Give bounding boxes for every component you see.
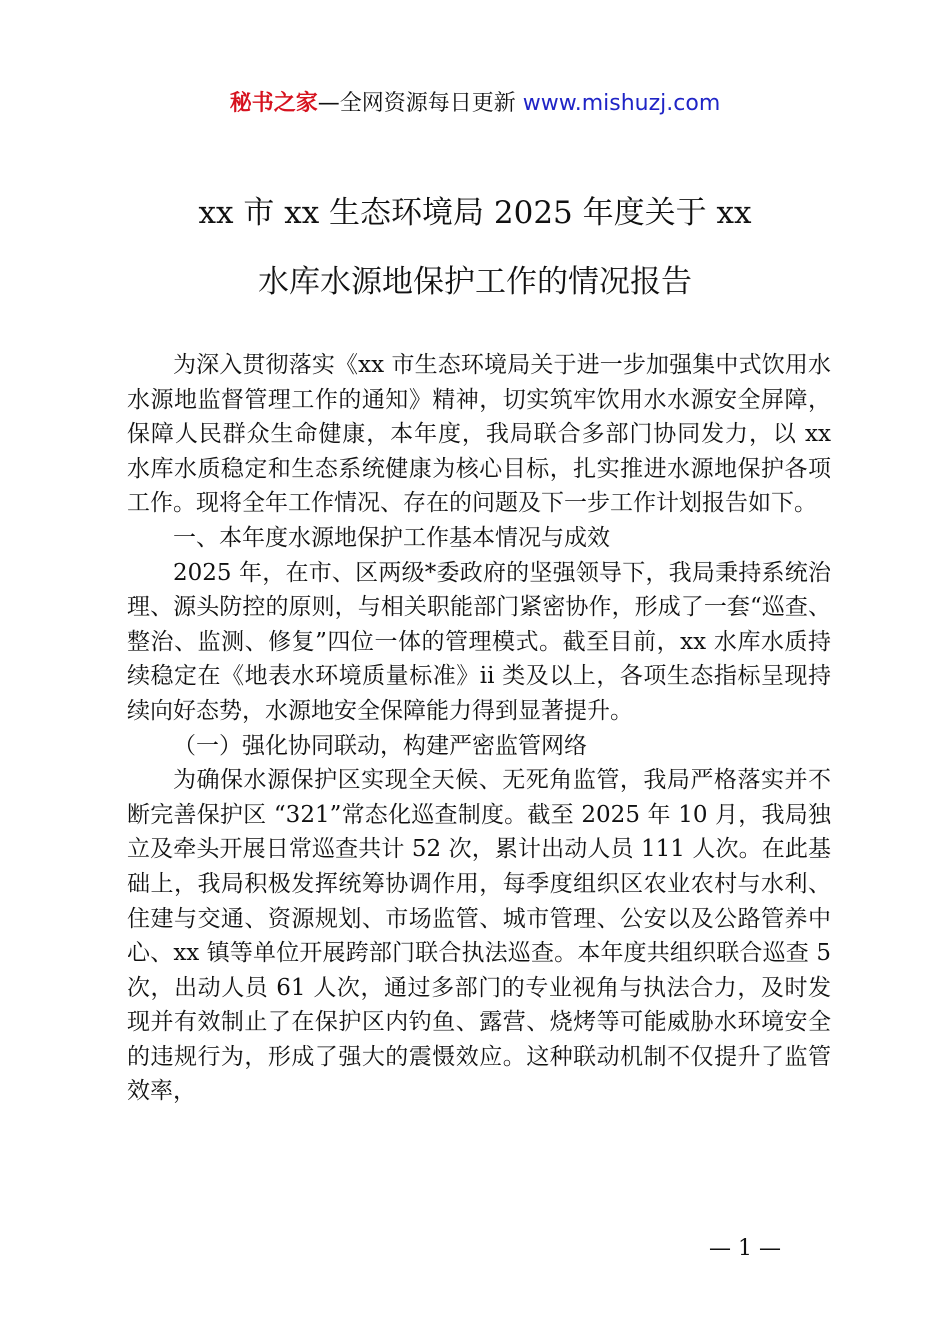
document-title-line-1: xx 市 xx 生态环境局 2025 年度关于 xx — [198, 195, 752, 231]
site-tagline: —全网资源每日更新 — [317, 91, 523, 116]
intro-paragraph: 为深入贯彻落实《xx 市生态环境局关于进一步加强集中式饮用水水源地监督管理工作的通知》精神，切实筑牢饮用水水源安全屏障，保障人民群众生命健康，本年度，我局联合多部门协同发力，以 xx 水库水质稳定和生态系统健康为核心目标，扎实推进水源地保护各项工作。现将全年工作情况、存在的问题及下一步工作计划报告如下。 — [127, 352, 831, 517]
site-url-link[interactable]: www.mishuzj.com — [522, 91, 721, 116]
site-header — [0, 88, 950, 120]
section-heading-1: 一、本年度水源地保护工作基本情况与成效 — [173, 524, 610, 551]
page-number: — 1 — — [709, 1236, 781, 1261]
subsection-1-paragraph: 为确保水源保护区实现全天候、无死角监管，我局严格落实并不断完善保护区 “321”常态化巡查制度。截至 2025 年 10 月，我局独立及牵头开展日常巡查共计 52 次，累计出动人员 111 人次。在此基础上，我局积极发挥统筹协调作用，每季度组织区农业农村与水利、住建与交通、资源规划、市场监管、城市管理、公安以及公路管养中心、xx 镇等单位开展跨部门联合执法巡查。本年度共组织联合巡查 5 次，出动人员 61 人次，通过多部门的专业视角与执法合力，及时发现并有效制止了在保护区内钓鱼、露营、烧烤等可能威胁水环境安全的违规行为，形成了强大的震慑效应。这种联动机制不仅提升了监管效率， — [127, 767, 831, 1105]
subsection-heading-1: （一）强化协同联动，构建严密监管网络 — [173, 732, 587, 759]
document-body — [127, 348, 831, 1109]
document-title-line-2: 水库水源地保护工作的情况报告 — [258, 264, 692, 300]
section-1-paragraph: 2025 年，在市、区两级*委政府的坚强领导下，我局秉持系统治理、源头防控的原则，与相关职能部门紧密协作，形成了一套“巡查、整治、监测、修复”四位一体的管理模式。截至目前，xx 水库水质持续稳定在《地表水环境质量标准》ii 类及以上，各项生态指标呈现持续向好态势，水源地安全保障能力得到显著提升。 — [127, 559, 831, 724]
site-brand: 秘书之家 — [229, 91, 318, 116]
